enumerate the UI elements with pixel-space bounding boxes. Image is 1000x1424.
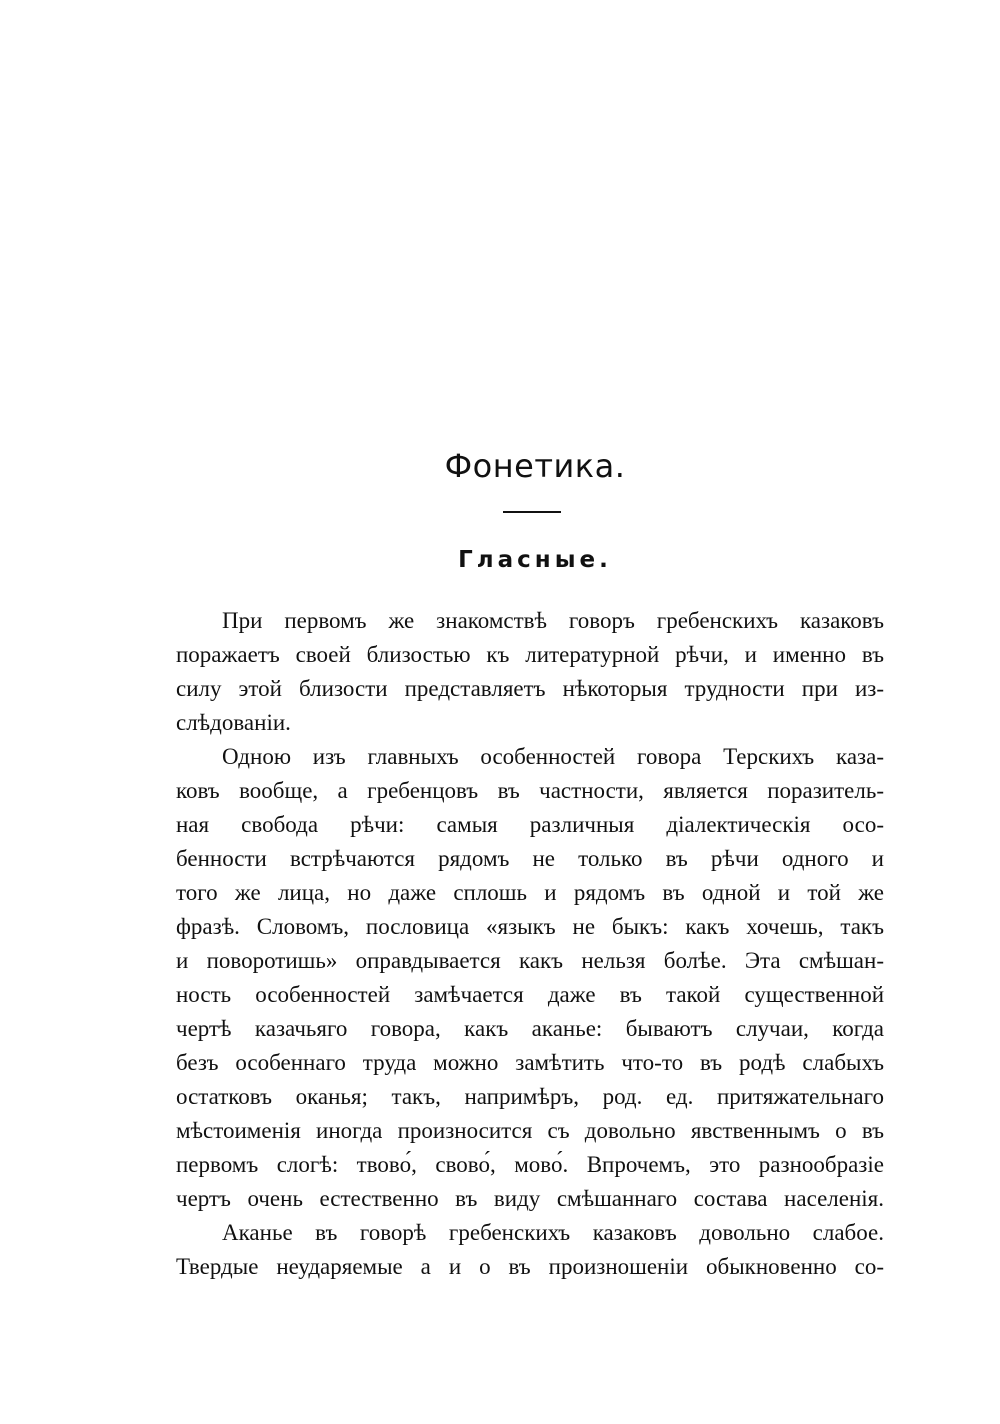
text-line: безъ особеннаго труда можно замѣтить что-то въ родѣ слабыхъ: [176, 1050, 884, 1075]
text-line: остатковъ оканья; такъ, напримѣръ, род. ед. притяжательнаго: [176, 1084, 884, 1109]
text-line: чертѣ казачьяго говора, какъ аканье: бываютъ случаи, когда: [176, 1016, 884, 1041]
text-line: слѣдованіи.: [176, 710, 291, 735]
text-line: первомъ слогѣ: твово́, свово́, мово́. Впрочемъ, это разнообразіе: [176, 1152, 884, 1177]
page-title: Фонетика.: [444, 447, 626, 485]
text-line: чертъ очень естественно въ виду смѣшаннаго состава населенія.: [176, 1186, 884, 1211]
text-line: ность особенностей замѣчается даже въ такой существенной: [176, 982, 884, 1007]
text-line: мѣстоименія иногда произносится съ довольно явственнымъ о въ: [176, 1118, 884, 1143]
text-line: фразѣ. Словомъ, пословица «языкъ не быкъ: какъ хочешь, такъ: [176, 914, 884, 939]
text-line: того же лица, но даже сплошь и рядомъ въ одной и той же: [176, 880, 884, 905]
text-line: Твердые неударяемые а и о въ произношеніи обыкновенно со-: [176, 1254, 884, 1279]
section-subtitle: Гласные.: [458, 547, 612, 573]
text-line: Аканье въ говорѣ гребенскихъ казаковъ довольно слабое.: [222, 1220, 884, 1245]
text-line: поражаетъ своей близостью къ литературной рѣчи, и именно въ: [176, 642, 884, 667]
text-line: При первомъ же знакомствѣ говоръ гребенскихъ казаковъ: [222, 608, 884, 633]
body-text: [176, 604, 884, 1284]
text-line: бенности встрѣчаются рядомъ не только въ рѣчи одного и: [176, 846, 884, 871]
text-line: ная свобода рѣчи: самыя различныя діалектическія осо-: [176, 812, 884, 837]
title-divider: [503, 511, 561, 513]
text-line: и поворотишь» оправдывается какъ нельзя болѣе. Эта смѣшан-: [176, 948, 884, 973]
text-line: Одною изъ главныхъ особенностей говора Терскихъ каза-: [222, 744, 884, 769]
text-line: силу этой близости представляетъ нѣкоторыя трудности при из-: [176, 676, 884, 701]
text-line: ковъ вообще, а гребенцовъ въ частности, является поразитель-: [176, 778, 884, 803]
